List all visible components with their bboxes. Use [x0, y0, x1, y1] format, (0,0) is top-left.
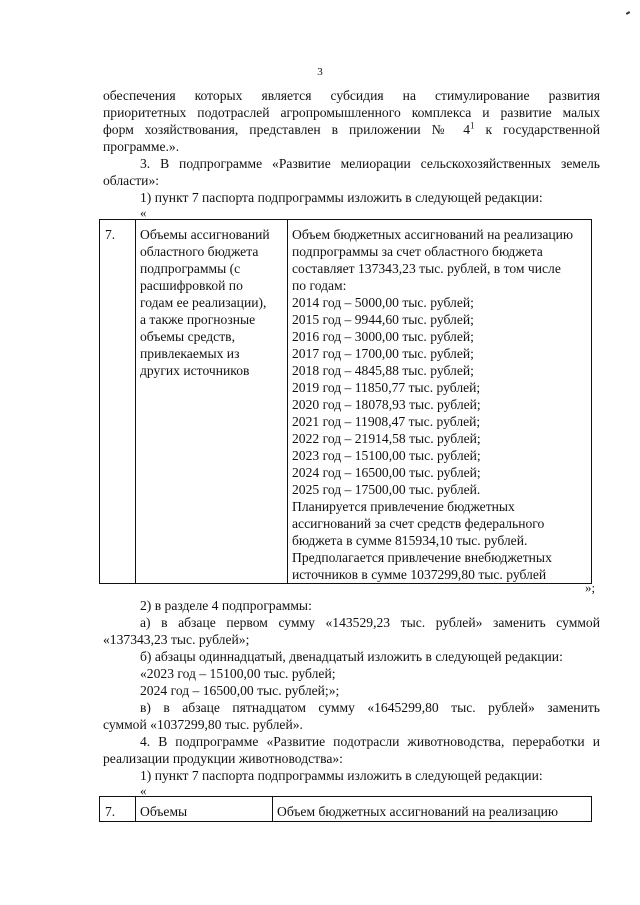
text-line: «2023 год – 15100,00 тыс. рублей; [140, 666, 336, 681]
text-line: 2024 год – 16500,00 тыс. рублей;»; [140, 683, 340, 698]
table-row [100, 797, 592, 822]
row-number: 7. [105, 804, 116, 819]
cell-line: 2018 год – 4845,88 тыс. рублей; [292, 363, 474, 378]
passport-table-2 [99, 796, 592, 822]
cell-line: Объемы ассигнований [140, 227, 270, 242]
cell-line: Объем бюджетных ассигнований на реализацию [277, 804, 559, 819]
cell-line: подпрограммы (с [140, 261, 241, 276]
text-fragment: форм хозяйствования, представлен в приложении № 4 [103, 122, 471, 137]
page-number: 3 [317, 66, 323, 78]
row-number: 7. [105, 227, 116, 242]
table-cell-name [136, 220, 288, 584]
cell-line: Объемы [140, 804, 188, 819]
table-cell-content [288, 220, 592, 584]
cell-line: 2020 год – 18078,93 тыс. рублей; [292, 397, 481, 412]
cell-line: бюджета в сумме 815934,10 тыс. рублей. [292, 533, 528, 548]
text-line: приоритетных подотраслей агропромышленного комплекса и развитие малых [103, 105, 600, 120]
cell-line: привлекаемых из [140, 346, 240, 361]
cell-line: ассигнований за счет средств федерального [292, 516, 545, 531]
text-line: 4. В подпрограмме «Развитие подотрасли животноводства, переработки и [140, 734, 600, 749]
text-line: суммой «1037299,80 тыс. рублей». [103, 717, 303, 732]
cell-line: 2016 год – 3000,00 тыс. рублей; [292, 329, 474, 344]
cell-line: 2015 год – 9944,60 тыс. рублей; [292, 312, 474, 327]
section-4-changes [103, 597, 600, 733]
text-line: области»: [103, 173, 160, 188]
section-4-heading [103, 733, 600, 784]
table-cell-content [273, 797, 592, 822]
table-row [100, 220, 592, 584]
close-quote: »; [585, 580, 596, 595]
text-line: а) в абзаце первом сумму «143529,23 тыс. рублей» заменить суммой [140, 615, 600, 630]
table-cell-number [100, 797, 136, 822]
cell-line: годам ее реализации), [140, 295, 267, 310]
text-fragment: к государственной [474, 122, 600, 137]
text-line: программе.». [103, 139, 180, 154]
open-quote: « [140, 783, 147, 798]
cell-line: 2014 год – 5000,00 тыс. рублей; [292, 295, 474, 310]
section-3-heading [103, 155, 600, 206]
passport-table [99, 219, 592, 584]
cell-line: 2023 год – 15100,00 тыс. рублей; [292, 448, 481, 463]
cell-line: других источников [140, 363, 250, 378]
table-cell-number [100, 220, 136, 584]
cell-line: расшифровкой по [140, 278, 243, 293]
cell-line: 2022 год – 21914,58 тыс. рублей; [292, 431, 481, 446]
text-line: в) в абзаце пятнадцатом сумму «1645299,80 тыс. рублей» заменить [140, 700, 600, 715]
cell-line: 2019 год – 11850,77 тыс. рублей; [292, 380, 481, 395]
text-line: 3. В подпрограмме «Развитие мелиорации сельскохозяйственных земель [140, 156, 600, 171]
open-quote: « [140, 205, 147, 220]
cell-line: подпрограммы за счет областного бюджета [292, 244, 543, 259]
scan-mark [626, 11, 630, 15]
cell-line: Предполагается привлечение внебюджетных [292, 550, 552, 565]
text-line: б) абзацы одиннадцатый, двенадцатый изложить в следующей редакции: [140, 649, 563, 664]
intro-paragraph [103, 87, 600, 155]
text-line: «137343,23 тыс. рублей»; [103, 632, 250, 647]
cell-line: Планируется привлечение бюджетных [292, 499, 515, 514]
cell-line: 2024 год – 16500,00 тыс. рублей; [292, 465, 481, 480]
table-cell-name [136, 797, 273, 822]
cell-line: 2021 год – 11908,47 тыс. рублей; [292, 414, 481, 429]
text-line [103, 121, 600, 138]
text-line: 2) в разделе 4 подпрограммы: [140, 598, 312, 613]
superscript: 1 [470, 120, 475, 131]
text-line: обеспечения которых является субсидия на стимулирование развития [103, 88, 600, 103]
cell-line: областного бюджета [140, 244, 259, 259]
cell-line: по годам: [292, 278, 347, 293]
cell-line: 2025 год – 17500,00 тыс. рублей. [292, 482, 481, 497]
text-line: 1) пункт 7 паспорта подпрограммы изложить в следующей редакции: [140, 190, 543, 205]
text-line: реализации продукции животноводства»: [103, 751, 343, 766]
cell-line: составляет 137343,23 тыс. рублей, в том числе [292, 261, 561, 276]
cell-line: источников в сумме 1037299,80 тыс. рублей [292, 567, 547, 582]
cell-line: а также прогнозные [140, 312, 256, 327]
cell-line: объемы средств, [140, 329, 235, 344]
cell-line: Объем бюджетных ассигнований на реализацию [292, 227, 574, 242]
text-line: 1) пункт 7 паспорта подпрограммы изложить в следующей редакции: [140, 768, 543, 783]
cell-line: 2017 год – 1700,00 тыс. рублей; [292, 346, 474, 361]
